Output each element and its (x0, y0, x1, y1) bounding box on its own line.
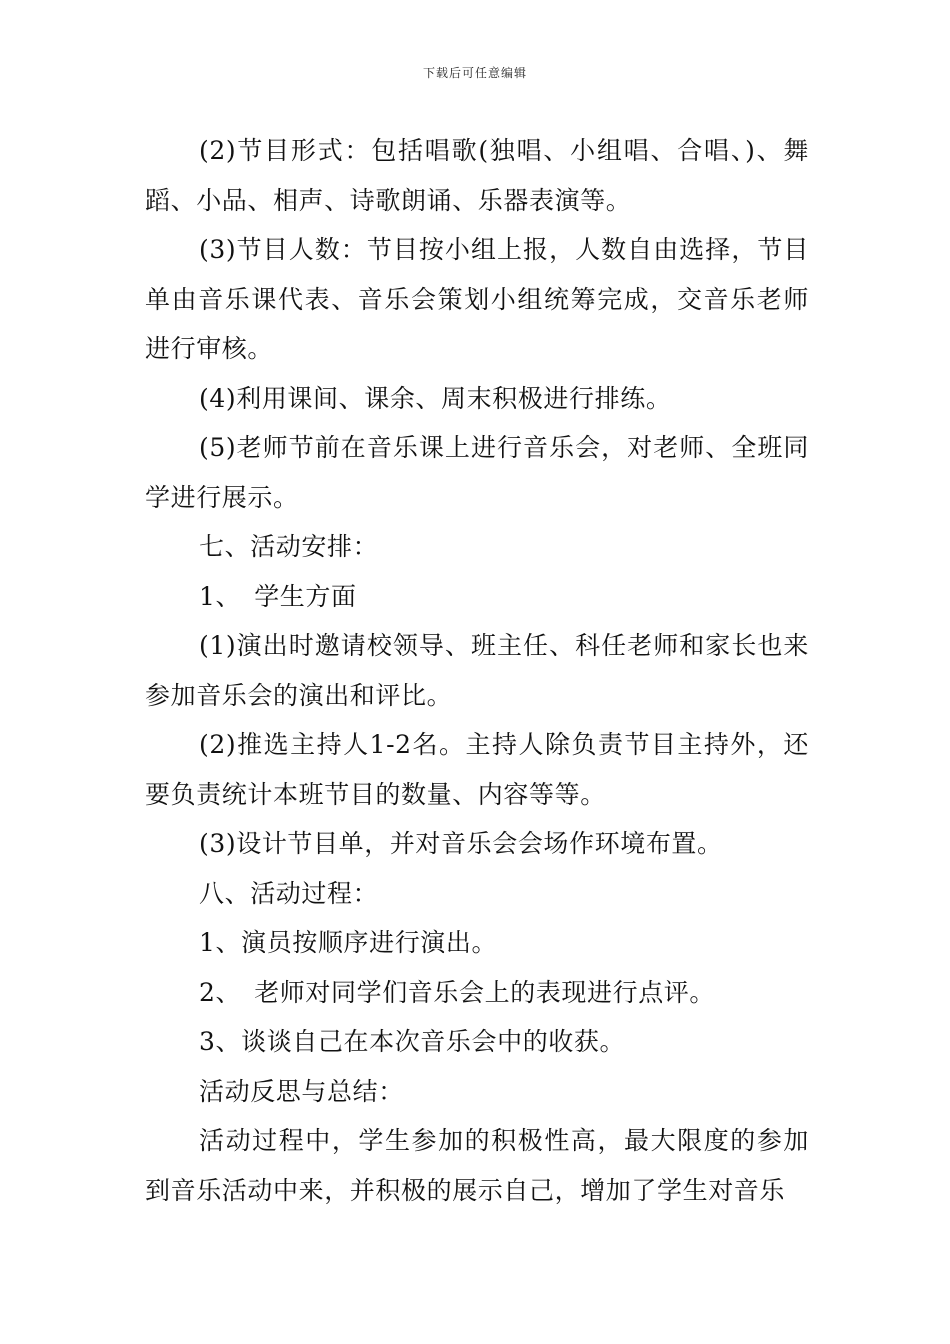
page-header-note: 下载后可任意编辑 (422, 66, 527, 80)
paragraph-summary: 活动过程中，学生参加的积极性高，最大限度的参加到音乐活动中来，并积极的展示自己，增加了学生对音乐 (145, 1126, 809, 1205)
document-body (145, 126, 809, 1215)
section-heading-activity-arrangement: 七、活动安排： (199, 532, 379, 561)
list-item-performance-order: 1、演员按顺序进行演出。 (199, 928, 498, 957)
paragraph-invite-guests: (1)演出时邀请校领导、班主任、科任老师和家长也来参加音乐会的演出和评比。 (145, 631, 809, 710)
list-item-reflection: 3、谈谈自己在本次音乐会中的收获。 (199, 1027, 626, 1056)
paragraph-rehearsal: (4)利用课间、课余、周末积极进行排练。 (199, 383, 672, 413)
paragraph-program-list: (3)设计节目单，并对音乐会会场作环境布置。 (199, 829, 723, 858)
subsection-heading-students: 1、 学生方面 (199, 581, 357, 611)
paragraph-hosts: (2)推选主持人1-2名。主持人除负责节目主持外，还要负责统计本班节目的数量、内容等等。 (145, 730, 809, 809)
list-item-teacher-review: 2、 老师对同学们音乐会上的表现进行点评。 (199, 977, 716, 1007)
section-heading-activity-process: 八、活动过程： (199, 878, 379, 908)
paragraph-program-participants: (3)节目人数：节目按小组上报，人数自由选择，节目单由音乐课代表、音乐会策划小组统筹完成，交音乐老师进行审核。 (145, 235, 809, 363)
paragraph-program-format: (2)节目形式：包括唱歌(独唱、小组唱、合唱、)、舞蹈、小品、相声、诗歌朗诵、乐器表演等。 (145, 136, 809, 215)
section-heading-summary: 活动反思与总结： (199, 1076, 404, 1106)
paragraph-teacher-concert: (5)老师节前在音乐课上进行音乐会，对老师、全班同学进行展示。 (145, 433, 809, 512)
